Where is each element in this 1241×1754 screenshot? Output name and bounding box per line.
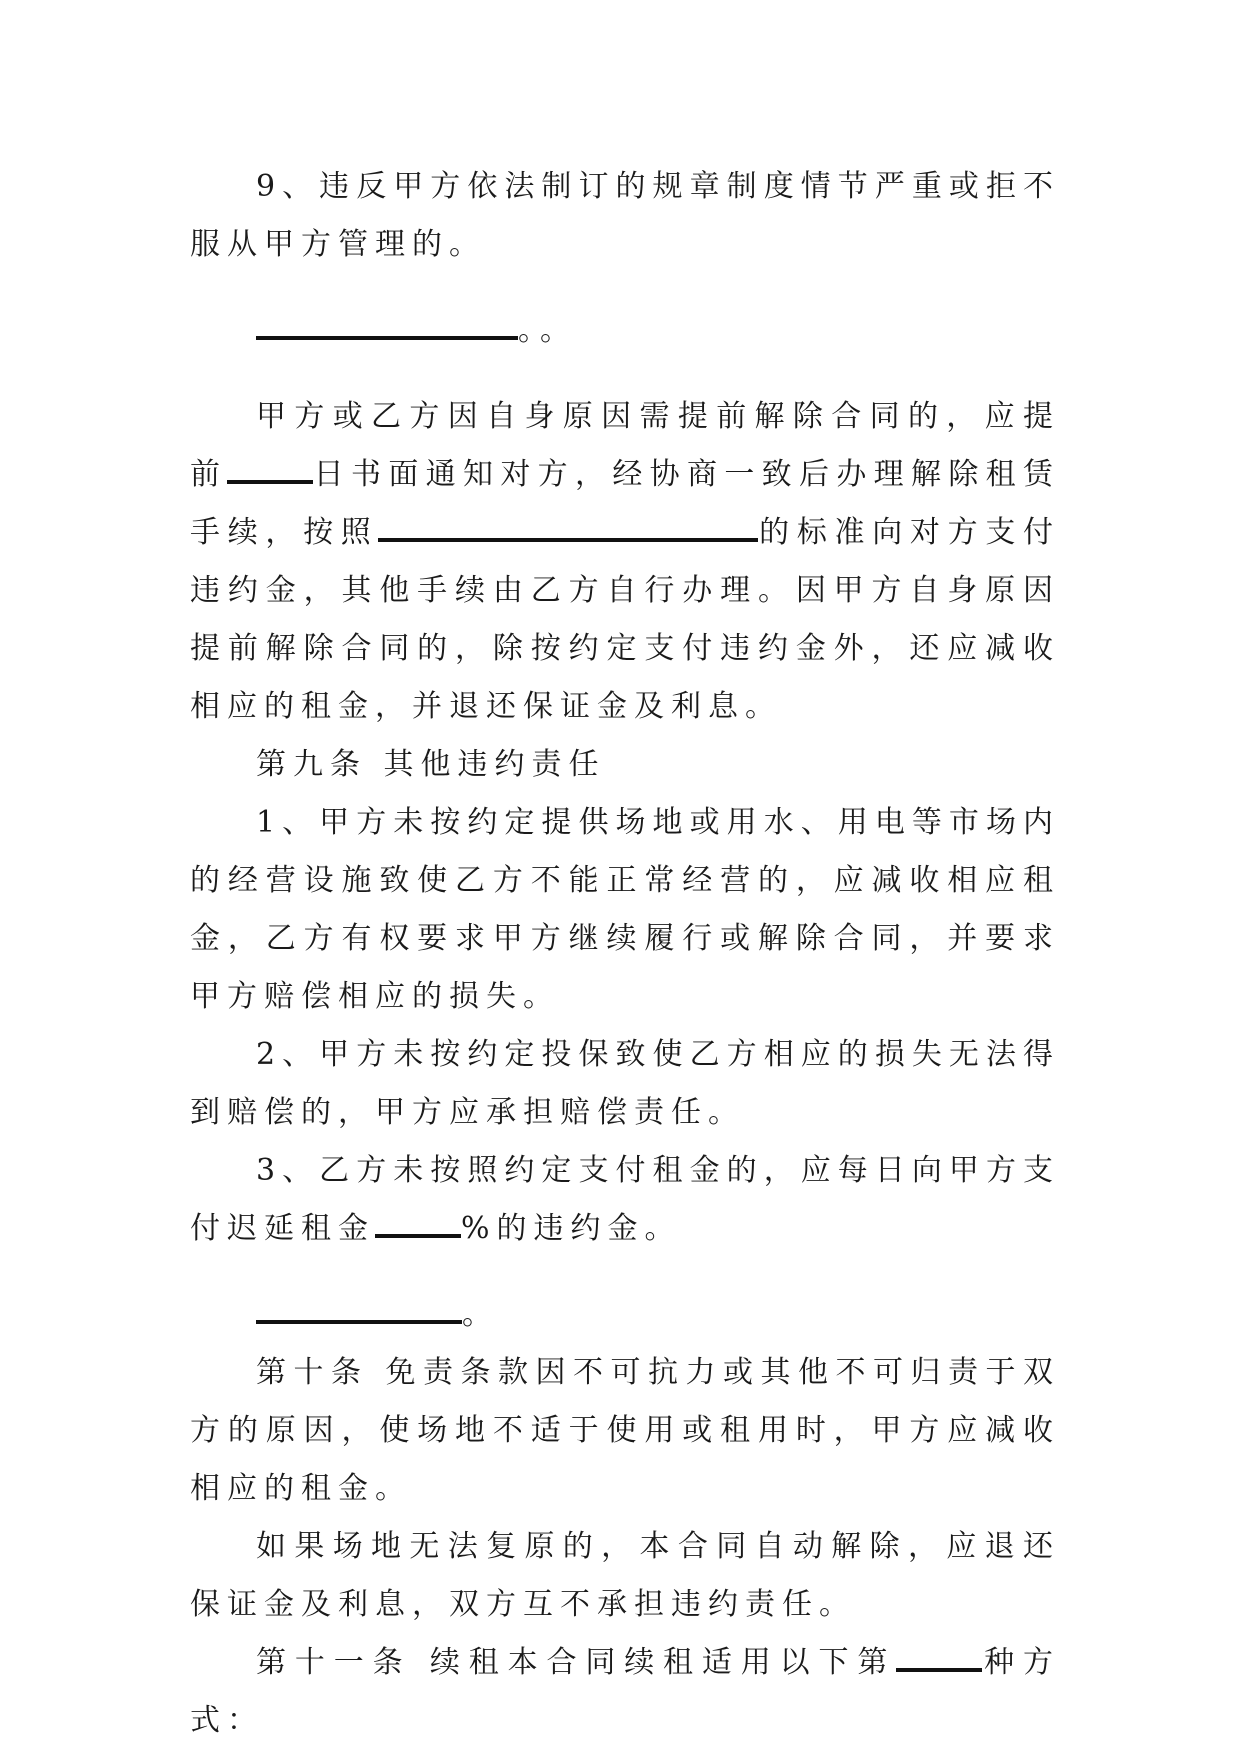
paragraph-article-11 [190, 1634, 1060, 1750]
paragraph-blank-line-2 [190, 1286, 1060, 1344]
text-part: 日书面通知对方，经协商一致后办理解除租赁手续，按照 [190, 457, 1061, 550]
text-part: 甲方或乙方因自身原因需提前解除合同的，应提前 [190, 399, 1060, 492]
text-part: 3、乙方未按照约定支付租金的，应每日向甲方支付迟延租金 [190, 1153, 1060, 1246]
paragraph-article-9-item-1: 1、甲方未按约定提供场地或用水、用电等市场内的经营设施致使乙方不能正常经营的，应减收相应租金，乙方有权要求甲方继续履行或解除合同，并要求甲方赔偿相应的损失。 [190, 805, 1060, 1014]
paragraph-article-10: 第十条 免责条款因不可抗力或其他不可归责于双方的原因，使场地不适于使用或租用时，甲方应减收相应的租金。 [190, 1355, 1060, 1506]
fill-blank-late-rate [375, 1207, 461, 1238]
fill-blank [256, 1293, 462, 1324]
paragraph-early-termination [190, 388, 1060, 736]
fill-blank-renewal-method [896, 1641, 982, 1672]
document-body [190, 158, 1060, 1750]
text-part: 种方式： [190, 1645, 1060, 1738]
paragraph-article-10-cont: 如果场地无法复原的，本合同自动解除，应退还保证金及利息，双方互不承担违约责任。 [190, 1529, 1060, 1622]
fill-blank-penalty-standard [378, 511, 758, 542]
text-part: 的标准向对方支付违约金，其他手续由乙方自行办理。因甲方自身原因提前解除合同的，除按约定支付违约金外，还应减收相应的租金，并退还保证金及利息。 [190, 515, 1061, 724]
text-part: 第十一条 续租本合同续租适用以下第 [256, 1645, 897, 1680]
paragraph-article-9-item-2: 2、甲方未按约定投保致使乙方相应的损失无法得到赔偿的，甲方应承担赔偿责任。 [190, 1037, 1060, 1130]
paragraph-clause-9: 9、违反甲方依法制订的规章制度情节严重或拒不服从甲方管理的。 [190, 169, 1060, 262]
fill-blank [256, 309, 518, 340]
blank-suffix: 。 [462, 1297, 499, 1332]
heading-article-9: 第九条 其他违约责任 [256, 747, 606, 782]
fill-blank-notice-days [227, 453, 313, 484]
paragraph-article-9-item-3 [190, 1142, 1060, 1258]
text-part: %的违约金。 [461, 1211, 682, 1246]
paragraph-blank-line-1 [190, 302, 1060, 360]
blank-suffix: 。。 [518, 313, 577, 348]
